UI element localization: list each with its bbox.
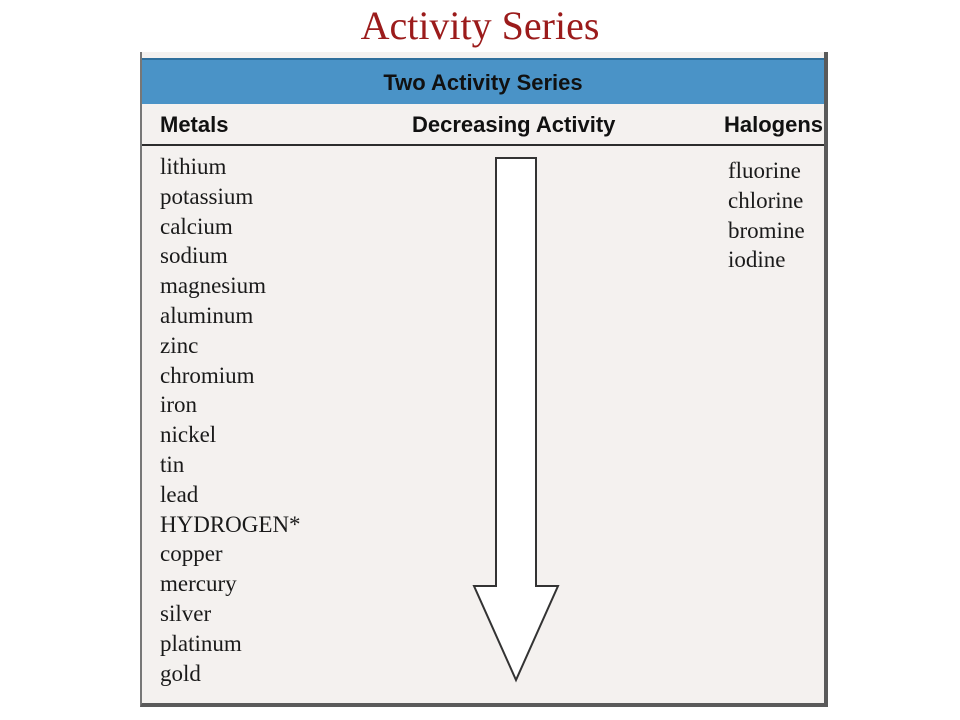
metal-item: platinum [160, 630, 242, 656]
halogens-header: Halogens [724, 112, 824, 137]
metal-item: magnesium [160, 273, 267, 299]
metal-item: chromium [160, 362, 255, 388]
halogen-item: bromine [728, 217, 805, 243]
metal-item: mercury [160, 571, 237, 597]
metal-item: sodium [160, 243, 228, 269]
metal-item: zinc [160, 332, 199, 358]
metal-item: HYDROGEN* [160, 511, 301, 537]
halogens-list [728, 156, 805, 275]
metals-list [160, 152, 301, 688]
metal-item: gold [160, 660, 201, 686]
decreasing-activity-header: Decreasing Activity [412, 112, 616, 137]
metal-item: lithium [160, 154, 227, 179]
page-title: Activity Series [360, 3, 600, 48]
metal-item: calcium [160, 213, 233, 239]
halogen-item: iodine [728, 247, 786, 273]
metal-item: lead [160, 481, 199, 507]
metal-item: tin [160, 451, 185, 477]
metal-item: nickel [160, 422, 217, 448]
metal-item: copper [160, 541, 223, 567]
column-header-row [142, 104, 824, 146]
activity-series-figure [140, 52, 828, 707]
metal-item: silver [160, 600, 212, 626]
metal-item: aluminum [160, 302, 254, 328]
banner-title: Two Activity Series [383, 70, 583, 95]
halogen-item: fluorine [728, 158, 801, 183]
halogen-item: chlorine [728, 187, 804, 213]
table-banner [142, 58, 824, 104]
metal-item: potassium [160, 183, 254, 209]
decreasing-activity-arrow-icon [472, 156, 562, 686]
metal-item: iron [160, 392, 198, 418]
metals-header: Metals [160, 112, 229, 137]
